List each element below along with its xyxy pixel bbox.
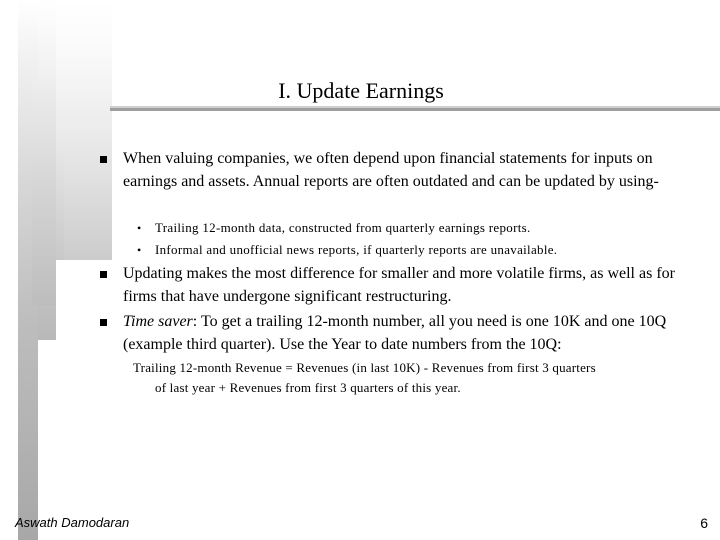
formula: [133, 358, 693, 398]
bullet-body: : To get a trailing 12-month number, all you need is one 10K and one 10Q (example third quarter). Use the Year to date numbers from the 10Q:: [123, 313, 667, 353]
title-divider: [110, 108, 720, 111]
bullet-lead: Time saver: [123, 313, 193, 330]
dot-bullet-icon: •: [137, 221, 142, 235]
square-bullet-icon: [100, 156, 107, 163]
decorative-bar: [56, 150, 64, 260]
square-bullet-icon: [100, 271, 107, 278]
slide-title: I. Update Earnings: [278, 78, 444, 103]
decorative-bar: [56, 0, 112, 260]
footer-author: Aswath Damodaran: [15, 515, 130, 530]
bullet-text: When valuing companies, we often depend upon financial statements for inputs on earnings and assets. Annual reports are often outdated and can be updated by using-: [123, 150, 659, 190]
page-number: 6: [700, 515, 708, 531]
bullet-text: [123, 311, 683, 356]
bullet-text: Updating makes the most difference for smaller and more volatile firms, as well as for firms that have undergone significant restructuring.: [123, 265, 675, 305]
sub-bullet-text: Informal and unofficial news reports, if quarterly reports are unavailable.: [155, 242, 558, 257]
square-bullet-icon: [100, 319, 107, 326]
formula-line: Trailing 12-month Revenue = Revenues (in last 10K) - Revenues from first 3 quarters: [133, 360, 596, 375]
formula-line: of last year + Revenues from first 3 quarters of this year.: [155, 380, 461, 395]
dot-bullet-icon: •: [137, 243, 142, 257]
decorative-bar: [32, 80, 56, 305]
sub-bullet-text: Trailing 12-month data, constructed from quarterly earnings reports.: [155, 220, 531, 235]
